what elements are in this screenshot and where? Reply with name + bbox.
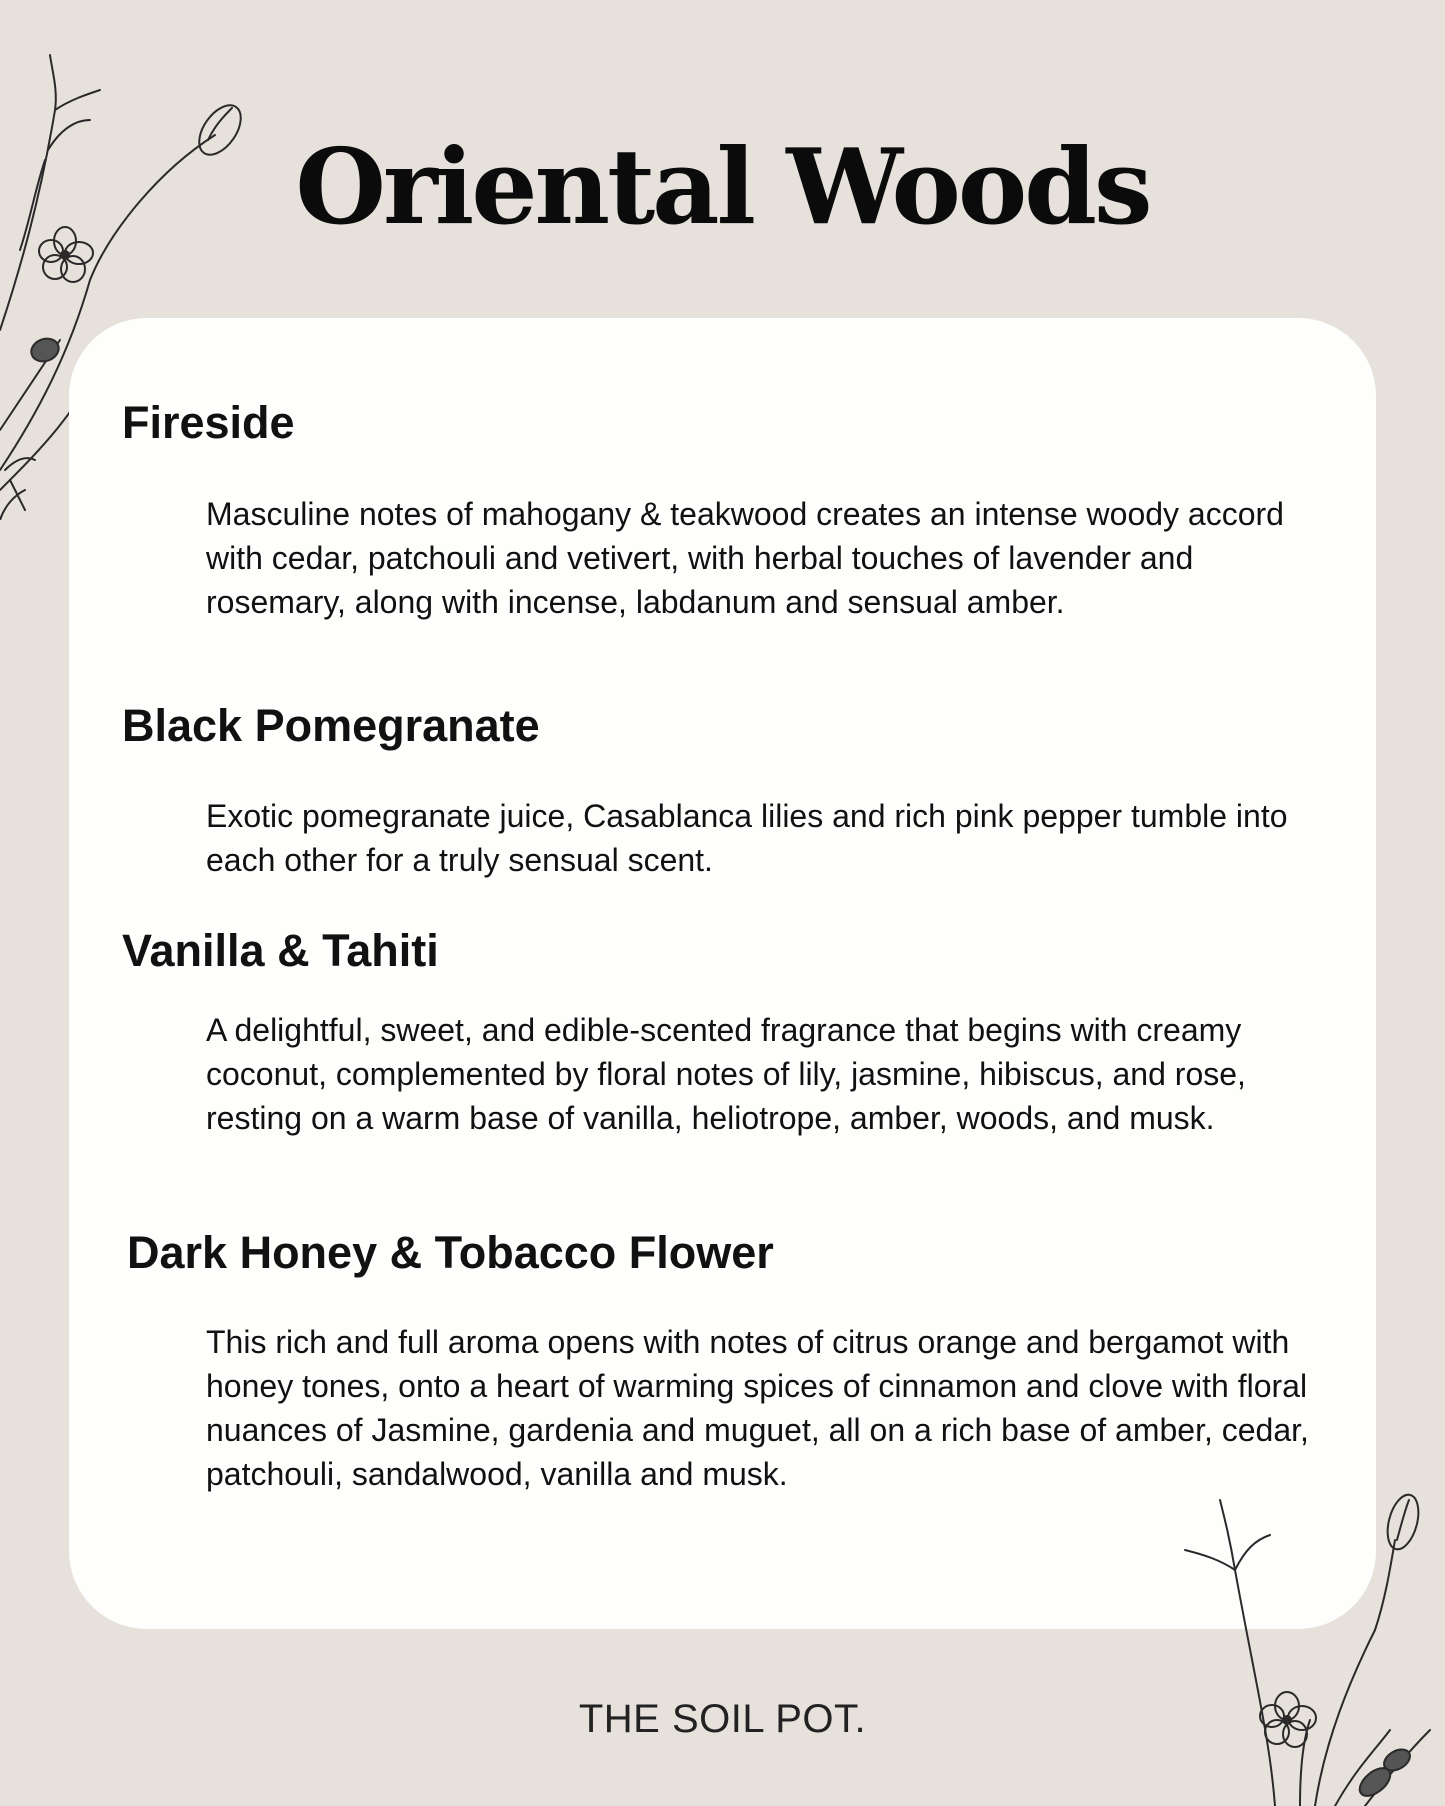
scent-name: Dark Honey & Tobacco Flower bbox=[127, 1227, 774, 1278]
scent-description: Masculine notes of mahogany & teakwood creates an intense woody accord with cedar, patchouli and vetivert, with herbal touches of lavender and rosemary, along with incense, labdanum and sensual amber. bbox=[206, 496, 1284, 620]
brand-footer: THE SOIL POT. bbox=[578, 1697, 867, 1741]
scent-name: Black Pomegranate bbox=[122, 700, 540, 751]
scent-name: Fireside bbox=[122, 397, 295, 448]
scent-section-fireside bbox=[122, 397, 1322, 448]
scent-name: Vanilla & Tahiti bbox=[122, 925, 439, 976]
scent-description: A delightful, sweet, and edible-scented fragrance that begins with creamy coconut, complemented by floral notes of lily, jasmine, hibiscus, and rose, resting on a warm base of vanilla, heliotrope, amber, woods, and musk. bbox=[206, 1012, 1246, 1136]
scent-description: This rich and full aroma opens with notes of citrus orange and bergamot with honey tones, onto a heart of warming spices of cinnamon and clove with floral nuances of Jasmine, gardenia and muguet, all on a rich base of amber, cedar, patchouli, sandalwood, vanilla and musk. bbox=[206, 1324, 1309, 1492]
scent-section-dark-honey-tobacco bbox=[127, 1227, 1327, 1278]
scent-description: Exotic pomegranate juice, Casablanca lilies and rich pink pepper tumble into each other for a truly sensual scent. bbox=[206, 798, 1288, 878]
scent-section-vanilla-tahiti bbox=[122, 925, 1322, 976]
scent-card bbox=[69, 318, 1376, 1629]
floral-illustration-bottom-right bbox=[1175, 1480, 1445, 1806]
page-title: Oriental Woods bbox=[295, 125, 1150, 248]
scent-section-black-pomegranate bbox=[122, 700, 1322, 751]
